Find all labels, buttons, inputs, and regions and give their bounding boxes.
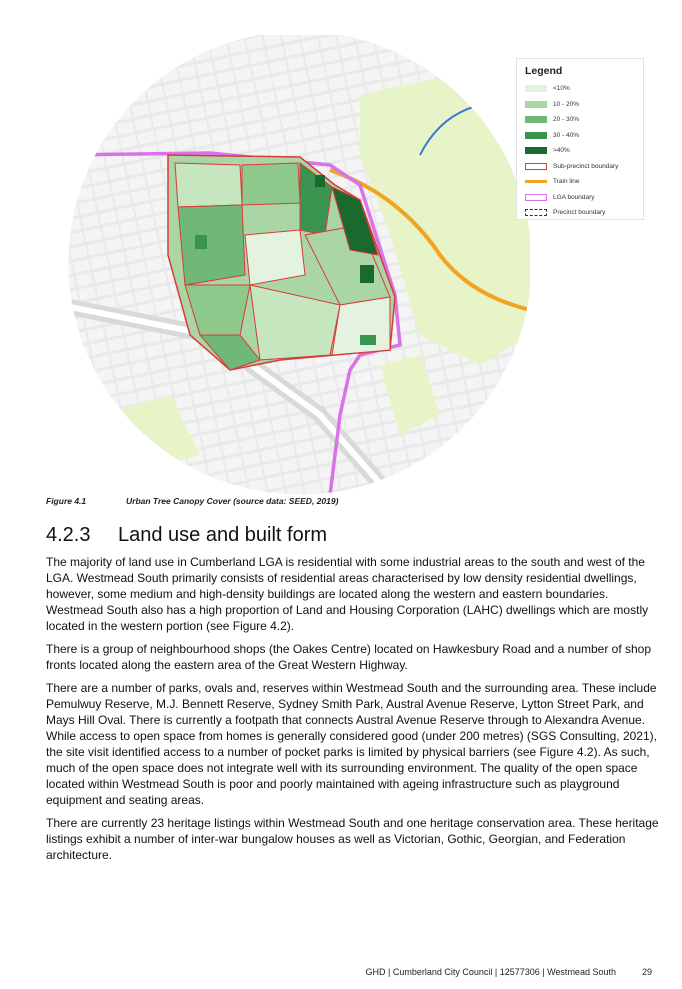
legend-item (525, 190, 636, 206)
paragraph: There is a group of neighbourhood shops (the Oakes Centre) located on Hawkesbury Road and a number of shop fronts located along the eastern area of the Great Western Highway. (46, 642, 652, 672)
legend-swatch (525, 116, 547, 123)
legend-item (525, 205, 636, 221)
body-text (46, 554, 668, 870)
legend-label: Precinct boundary (553, 209, 606, 217)
figure-caption (46, 496, 338, 506)
legend-swatch (525, 209, 547, 216)
legend-swatch (525, 180, 547, 183)
legend-item (525, 81, 636, 97)
footer-text: GHD | Cumberland City Council | 12577306 | Westmead South (365, 967, 616, 977)
legend-item (525, 174, 636, 190)
legend-swatch (525, 132, 547, 139)
legend-swatch (525, 163, 547, 170)
legend-label: Train line (553, 178, 580, 186)
legend-label: LGA boundary (553, 193, 595, 201)
figure-caption-text: Urban Tree Canopy Cover (source data: SEED, 2019) (126, 496, 339, 506)
paragraph: There are currently 23 heritage listings within Westmead South and one heritage conservation area. These heritage listings exhibit a number of inter-war bungalow houses as well as Victorian, Gothic, Georgian, and Federation architecture. (46, 816, 659, 862)
legend-swatch (525, 194, 547, 201)
legend-item (525, 143, 636, 159)
page-number: 29 (641, 967, 652, 977)
legend-swatch (525, 85, 547, 92)
legend-item (525, 112, 636, 128)
legend-label: 30 - 40% (553, 131, 580, 139)
legend-label: 10 - 20% (553, 100, 580, 108)
legend-item (525, 128, 636, 144)
canopy-map (60, 35, 530, 495)
section-number: 4.2.3 (46, 524, 91, 546)
canopy-map-graphic (60, 35, 530, 495)
section-heading (46, 524, 327, 547)
legend-swatch (525, 101, 547, 108)
page-footer (366, 967, 653, 977)
legend-label: >40% (553, 147, 570, 155)
legend-swatch (525, 147, 547, 154)
legend-label: 20 - 30% (553, 116, 580, 124)
legend-title: Legend (525, 65, 563, 77)
legend-label: Sub-precinct boundary (553, 162, 619, 170)
paragraph: The majority of land use in Cumberland LGA is residential with some industrial areas to the south and west of the LGA. Westmead South primarily consists of residential areas characterised by low density residential dwellings, however, some medium and high-density buildings are located along the western and eastern boundaries. Westmead South also has a high proportion of Land and Housing Corporation (LAHC) dwellings which are mostly located in the western portion (see Figure 4.2). (46, 555, 649, 633)
paragraph: There are a number of parks, ovals and, reserves within Westmead South and the surrounding area. These include Pemulwuy Reserve, M.J. Bennett Reserve, Sydney Smith Park, Austral Avenue Reserve, Lytton Street Park, and Mays Hill Oval. There is currently a footpath that connects Austral Avenue Reserve through to Alexandra Avenue. While access to open space from homes is generally considered good (under 200 metres) (SGS Consulting, 2021), the site visit identified access to a number of pocket parks is limited by physical barriers (see Figure 4.2). As such, much of the open space does not integrate well with its surrounding environment. The quality of the open space located within Westmead South is poor and poorly maintained with ageing infrastructure such as playground equipment and seating areas. (46, 681, 657, 807)
legend-item (525, 97, 636, 113)
figure-number: Figure 4.1 (46, 496, 87, 506)
legend-item (525, 159, 636, 175)
map-legend (516, 58, 644, 220)
legend-items (525, 81, 636, 221)
legend-label: <10% (553, 85, 570, 93)
section-title: Land use and built form (118, 524, 328, 546)
